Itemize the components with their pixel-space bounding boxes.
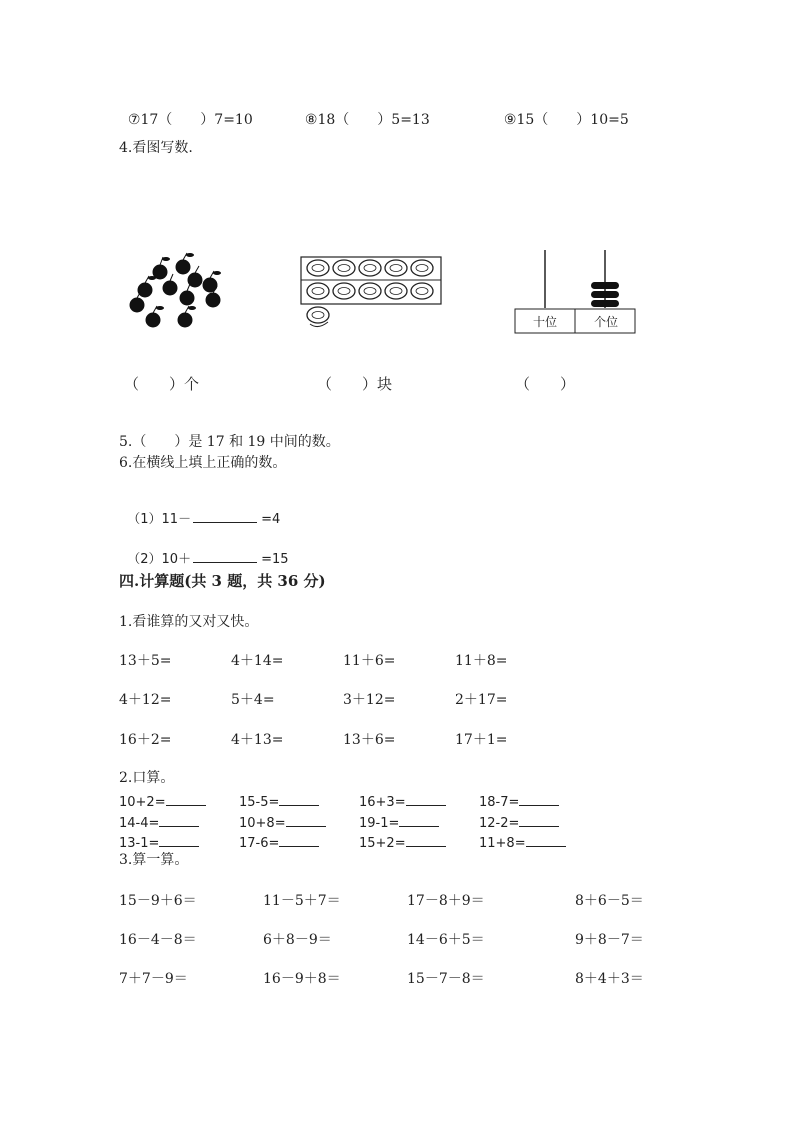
q6-item-2-blank[interactable]	[193, 550, 257, 563]
calc3-r2-c2[interactable]: 6＋8－9＝	[263, 932, 332, 948]
calc3-r3-c3[interactable]: 15－7－8＝	[407, 971, 485, 987]
calc3-r3-c4[interactable]: 8＋4＋3＝	[575, 971, 644, 987]
calc3-r2-c4[interactable]: 9＋8－7＝	[575, 932, 644, 948]
calc2-r2-c2	[239, 814, 326, 830]
q3-item-7-num: ⑦17（	[127, 112, 173, 128]
calc3-r1-c4[interactable]: 8＋6－5＝	[575, 893, 644, 909]
abacus-ones-label: 个位	[594, 315, 619, 329]
calc2-r1-c2	[239, 793, 319, 809]
q3-item-9	[495, 99, 629, 127]
calc2-r1-c3-blank[interactable]	[406, 793, 446, 806]
q6-item-1	[119, 497, 280, 526]
q3-item-9-blank[interactable]	[548, 112, 576, 128]
calc3-r3-c2[interactable]: 16－9＋8＝	[263, 971, 341, 987]
q3-item-8-blank[interactable]	[349, 112, 377, 128]
cookie-box-image	[298, 254, 448, 334]
calc2-r2-c1-blank[interactable]	[159, 814, 199, 827]
calc1-r1-c3[interactable]: 11＋6=	[343, 653, 396, 669]
calc3-r3-c1[interactable]: 7＋7－9＝	[119, 971, 188, 987]
calc1-r3-c2[interactable]: 4＋13=	[231, 732, 284, 748]
section-4-title: 四.计算题(共 3 题，共 36 分)	[119, 572, 326, 590]
calc2-r3-c1-expr: 13-1=	[119, 836, 160, 851]
calc2-r3-c2	[239, 834, 319, 850]
q4-answer-cookies[interactable]: （ ）块	[317, 375, 393, 393]
calc2-title: 2.口算。	[119, 770, 175, 786]
calc3-r1-c2[interactable]: 11－5＋7＝	[263, 893, 341, 909]
q6-item-2	[119, 537, 289, 566]
calc2-r3-c1-blank[interactable]	[159, 834, 199, 847]
q6-item-1-blank[interactable]	[193, 510, 257, 523]
calc2-r1-c1	[119, 793, 206, 809]
q6-item-2-prefix: （2）10＋	[127, 552, 192, 567]
calc2-r2-c4-blank[interactable]	[519, 814, 559, 827]
calc2-r2-c3-blank[interactable]	[399, 814, 439, 827]
q5-text: 5.（ ）是 17 和 19 中间的数。	[119, 434, 340, 450]
calc1-r3-c4[interactable]: 17＋1=	[455, 732, 508, 748]
q3-item-7	[119, 99, 253, 127]
calc2-r3-c2-expr: 17-6=	[239, 836, 280, 851]
calc2-r3-c2-blank[interactable]	[279, 834, 319, 847]
calc3-r2-c1[interactable]: 16－4－8＝	[119, 932, 197, 948]
q4-answer-apples[interactable]: （ ）个	[124, 375, 200, 393]
calc2-r1-c2-blank[interactable]	[279, 793, 319, 806]
calc2-r1-c1-blank[interactable]	[166, 793, 206, 806]
calc2-r3-c1	[119, 834, 199, 850]
q4-answer-abacus[interactable]: （ ）	[515, 375, 576, 393]
q6-title: 6.在横线上填上正确的数。	[119, 455, 287, 471]
apple-cluster-image	[125, 250, 225, 335]
q6-item-1-suffix: =4	[261, 512, 281, 527]
calc1-r3-c3[interactable]: 13＋6=	[343, 732, 396, 748]
calc2-r1-c3	[359, 793, 446, 809]
calc1-title: 1.看谁算的又对又快。	[119, 614, 259, 630]
calc1-r1-c1[interactable]: 13＋5=	[119, 653, 172, 669]
calc1-r2-c2[interactable]: 5＋4=	[231, 692, 275, 708]
calc2-r2-c2-expr: 10+8=	[239, 816, 286, 831]
calc1-r2-c4[interactable]: 2＋17=	[455, 692, 508, 708]
calc2-r1-c4-blank[interactable]	[519, 793, 559, 806]
calc2-r3-c4-expr: 11+8=	[479, 836, 526, 851]
calc2-r2-c1-expr: 14-4=	[119, 816, 160, 831]
calc2-r3-c3-expr: 15+2=	[359, 836, 406, 851]
q3-item-8-num: ⑧18（	[304, 112, 350, 128]
q3-item-7-rest: ）7=10	[200, 112, 253, 128]
q3-item-8	[296, 99, 430, 127]
calc2-r2-c4	[479, 814, 559, 830]
calc2-r1-c2-expr: 15-5=	[239, 795, 280, 810]
calc1-r2-c3[interactable]: 3＋12=	[343, 692, 396, 708]
calc2-r2-c3-expr: 19-1=	[359, 816, 400, 831]
q4-title: 4.看图写数.	[119, 140, 193, 156]
q3-item-7-blank[interactable]	[172, 112, 200, 128]
calc1-r1-c4[interactable]: 11＋8=	[455, 653, 508, 669]
calc2-r3-c4	[479, 834, 566, 850]
calc2-r1-c1-expr: 10+2=	[119, 795, 166, 810]
calc2-r2-c4-expr: 12-2=	[479, 816, 520, 831]
calc1-r2-c1[interactable]: 4＋12=	[119, 692, 172, 708]
calc2-r1-c4-expr: 18-7=	[479, 795, 520, 810]
abacus-tens-label: 十位	[533, 315, 558, 329]
calc2-r2-c2-blank[interactable]	[286, 814, 326, 827]
q3-item-9-rest: ）10=5	[576, 112, 629, 128]
q6-item-1-prefix: （1）11－	[127, 512, 192, 527]
calc3-r1-c3[interactable]: 17－8＋9＝	[407, 893, 485, 909]
calc2-r2-c3	[359, 814, 439, 830]
calc1-r1-c2[interactable]: 4＋14=	[231, 653, 284, 669]
calc2-r3-c3	[359, 834, 446, 850]
calc2-r2-c1	[119, 814, 199, 830]
calc3-r1-c1[interactable]: 15－9＋6＝	[119, 893, 197, 909]
calc2-r3-c3-blank[interactable]	[406, 834, 446, 847]
calc2-r1-c4	[479, 793, 559, 809]
q3-item-9-num: ⑨15（	[503, 112, 549, 128]
calc3-r2-c3[interactable]: 14－6＋5＝	[407, 932, 485, 948]
calc1-r3-c1[interactable]: 16＋2=	[119, 732, 172, 748]
q3-item-8-rest: ）5=13	[377, 112, 430, 128]
q6-item-2-suffix: =15	[261, 552, 289, 567]
calc3-title: 3.算一算。	[119, 852, 189, 868]
calc2-r1-c3-expr: 16+3=	[359, 795, 406, 810]
calc2-r3-c4-blank[interactable]	[526, 834, 566, 847]
